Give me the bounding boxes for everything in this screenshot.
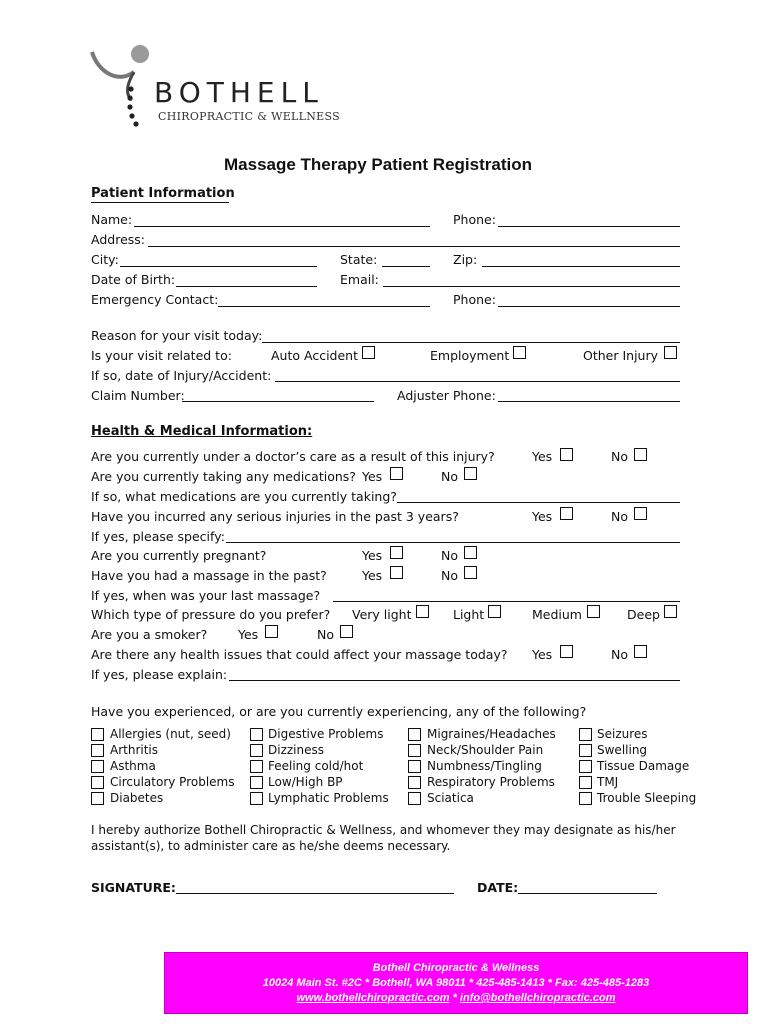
condition-label: Lymphatic Problems (268, 791, 389, 805)
medium-checkbox[interactable] (587, 605, 600, 618)
q-meds-no-checkbox[interactable] (464, 467, 477, 480)
condition-label: Numbness/Tingling (427, 759, 542, 773)
condition-checkbox[interactable] (250, 728, 263, 741)
q-meds-label: Are you currently taking any medications? (91, 469, 356, 484)
q-doctor-no-label: No (611, 449, 628, 464)
phone-field[interactable] (498, 226, 680, 227)
q-massage-yes-label: Yes (362, 568, 383, 583)
state-label: State: (340, 252, 378, 267)
condition-label: Sciatica (427, 791, 474, 805)
q-smoker-no-checkbox[interactable] (340, 625, 353, 638)
footer-website-link[interactable]: www.bothellchiropractic.com (296, 992, 450, 1004)
signature-field[interactable] (176, 893, 454, 894)
condition-checkbox[interactable] (250, 776, 263, 789)
condition-label: Asthma (110, 759, 156, 773)
footer-address: 10024 Main St. #2C * Bothell, WA 98011 * 425-485-1413 * Fax: 425-485-1283 (262, 977, 650, 989)
claim-label: Claim Number: (91, 388, 185, 403)
q-last-field[interactable] (333, 601, 680, 602)
condition-label: Circulatory Problems (110, 775, 235, 789)
q-meds-which-label: If so, what medications are you currently taking? (91, 489, 397, 504)
name-label: Name: (91, 212, 133, 227)
claim-field[interactable] (182, 401, 374, 402)
q-massage-yes-checkbox[interactable] (390, 566, 403, 579)
dob-label: Date of Birth: (91, 272, 176, 287)
condition-checkbox[interactable] (250, 792, 263, 805)
logo-brand: BOTHELL (154, 76, 324, 109)
email-field[interactable] (383, 286, 680, 287)
condition-checkbox[interactable] (408, 776, 421, 789)
dob-field[interactable] (176, 286, 317, 287)
page-title: Massage Therapy Patient Registration (224, 155, 532, 174)
other-injury-label: Other Injury (583, 348, 659, 363)
section-heading-health: Health & Medical Information: (91, 424, 313, 439)
phone-label: Phone: (453, 212, 496, 227)
conditions-question: Have you experienced, or are you currently experiencing, any of the following? (91, 704, 587, 719)
q-issues-no-label: No (611, 647, 628, 662)
condition-checkbox[interactable] (250, 760, 263, 773)
employment-checkbox[interactable] (513, 346, 526, 359)
medium-label: Medium (532, 607, 582, 622)
footer-name: Bothell Chiropractic & Wellness (372, 962, 540, 974)
logo-figure-icon (88, 42, 158, 132)
condition-checkbox[interactable] (91, 728, 104, 741)
heading-underline (91, 202, 229, 203)
condition-label: Feeling cold/hot (268, 759, 364, 773)
address-label: Address: (91, 232, 145, 247)
q-pregnant-yes-label: Yes (362, 548, 383, 563)
footer-banner (164, 952, 748, 1014)
footer-separator: * (449, 992, 460, 1004)
q-explain-label: If yes, please explain: (91, 667, 228, 682)
condition-checkbox[interactable] (91, 760, 104, 773)
condition-checkbox[interactable] (250, 744, 263, 757)
q-smoker-yes-checkbox[interactable] (265, 625, 278, 638)
q-meds-no-label: No (441, 469, 458, 484)
signature-label: SIGNATURE: (91, 880, 176, 895)
condition-label: Respiratory Problems (427, 775, 555, 789)
q-injuries-yes-label: Yes (532, 509, 553, 524)
q-injuries-yes-checkbox[interactable] (560, 507, 573, 520)
q-smoker-yes-label: Yes (238, 627, 259, 642)
q-doctor-yes-label: Yes (532, 449, 553, 464)
q-doctor-no-checkbox[interactable] (634, 448, 647, 461)
q-pregnant-label: Are you currently pregnant? (91, 548, 267, 563)
q-injuries-label: Have you incurred any serious injuries in the past 3 years? (91, 509, 459, 524)
authorization-line1: I hereby authorize Bothell Chiropractic & Wellness, and whomever they may designate as his/her (91, 823, 676, 837)
logo (88, 42, 340, 132)
injury-date-field[interactable] (275, 381, 680, 382)
q-last-label: If yes, when was your last massage? (91, 588, 321, 603)
email-label: Email: (340, 272, 379, 287)
condition-checkbox[interactable] (579, 728, 592, 741)
condition-label: Tissue Damage (597, 759, 690, 773)
injury-date-label: If so, date of Injury/Accident: (91, 368, 272, 383)
q-issues-no-checkbox[interactable] (634, 645, 647, 658)
q-doctor-label: Are you currently under a doctor’s care as a result of this injury? (91, 449, 495, 464)
condition-label: Diabetes (110, 791, 164, 805)
q-meds-which-field[interactable] (397, 502, 680, 503)
q-smoker-no-label: No (317, 627, 334, 642)
condition-checkbox[interactable] (408, 792, 421, 805)
employment-label: Employment (430, 348, 510, 363)
q-meds-yes-label: Yes (362, 469, 383, 484)
state-field[interactable] (382, 266, 430, 267)
deep-label: Deep (627, 607, 660, 622)
condition-label: Digestive Problems (268, 727, 384, 741)
name-field[interactable] (134, 226, 430, 227)
q-pregnant-no-checkbox[interactable] (464, 546, 477, 559)
zip-label: Zip: (453, 252, 478, 267)
reason-field[interactable] (262, 342, 680, 343)
condition-checkbox[interactable] (91, 744, 104, 757)
light-checkbox[interactable] (488, 605, 501, 618)
related-label: Is your visit related to: (91, 348, 232, 363)
condition-checkbox[interactable] (408, 760, 421, 773)
q-issues-yes-checkbox[interactable] (560, 645, 573, 658)
condition-label: Allergies (nut, seed) (110, 727, 231, 741)
auto-accident-checkbox[interactable] (362, 346, 375, 359)
footer-email-link[interactable]: info@bothellchiropractic.com (459, 992, 616, 1004)
date-field[interactable] (518, 893, 657, 894)
condition-label: Low/High BP (268, 775, 343, 789)
q-issues-label: Are there any health issues that could affect your massage today? (91, 647, 508, 662)
other-injury-checkbox[interactable] (664, 346, 677, 359)
q-massage-label: Have you had a massage in the past? (91, 568, 327, 583)
very-light-checkbox[interactable] (416, 605, 429, 618)
q-injuries-no-label: No (611, 509, 628, 524)
condition-checkbox[interactable] (579, 792, 592, 805)
emergency-label: Emergency Contact: (91, 292, 219, 307)
auto-accident-label: Auto Accident (271, 348, 358, 363)
q-smoker-label: Are you a smoker? (91, 627, 208, 642)
zip-field[interactable] (482, 266, 680, 267)
section-heading-patient: Patient Information (91, 186, 235, 201)
q-specify-field[interactable] (226, 542, 680, 543)
q-pregnant-yes-checkbox[interactable] (390, 546, 403, 559)
light-label: Light (453, 607, 485, 622)
q-pregnant-no-label: No (441, 548, 458, 563)
city-field[interactable] (120, 266, 317, 267)
q-specify-label: If yes, please specify: (91, 529, 225, 544)
condition-label: Seizures (597, 727, 648, 741)
q-injuries-no-checkbox[interactable] (634, 507, 647, 520)
q-pressure-label: Which type of pressure do you prefer? (91, 607, 331, 622)
adjuster-field[interactable] (498, 401, 680, 402)
condition-checkbox[interactable] (579, 744, 592, 757)
q-issues-yes-label: Yes (532, 647, 553, 662)
condition-checkbox[interactable] (91, 792, 104, 805)
address-field[interactable] (148, 246, 680, 247)
condition-checkbox[interactable] (408, 728, 421, 741)
reason-label: Reason for your visit today: (91, 328, 263, 343)
very-light-label: Very light (352, 607, 412, 622)
q-doctor-yes-checkbox[interactable] (560, 448, 573, 461)
deep-checkbox[interactable] (664, 605, 677, 618)
condition-checkbox[interactable] (579, 760, 592, 773)
city-label: City: (91, 252, 119, 267)
condition-label: Dizziness (268, 743, 324, 757)
adjuster-label: Adjuster Phone: (397, 388, 496, 403)
q-massage-no-label: No (441, 568, 458, 583)
emergency-phone-label: Phone: (453, 292, 496, 307)
q-explain-field[interactable] (229, 680, 680, 681)
q-meds-yes-checkbox[interactable] (390, 467, 403, 480)
condition-label: Swelling (597, 743, 648, 757)
date-label: DATE: (477, 880, 519, 895)
condition-label: Neck/Shoulder Pain (427, 743, 544, 757)
emergency-field[interactable] (218, 306, 430, 307)
condition-label: Arthritis (110, 743, 159, 757)
logo-tagline: CHIROPRACTIC & WELLNESS (158, 110, 340, 123)
footer-contact (165, 991, 747, 1006)
condition-label: TMJ (597, 775, 619, 789)
authorization-line2: assistant(s), to administer care as he/she deems necessary. (91, 839, 451, 853)
emergency-phone-field[interactable] (498, 306, 680, 307)
q-massage-no-checkbox[interactable] (464, 566, 477, 579)
condition-label: Trouble Sleeping (597, 791, 697, 805)
condition-label: Migraines/Headaches (427, 727, 556, 741)
condition-checkbox[interactable] (91, 776, 104, 789)
condition-checkbox[interactable] (408, 744, 421, 757)
condition-checkbox[interactable] (579, 776, 592, 789)
